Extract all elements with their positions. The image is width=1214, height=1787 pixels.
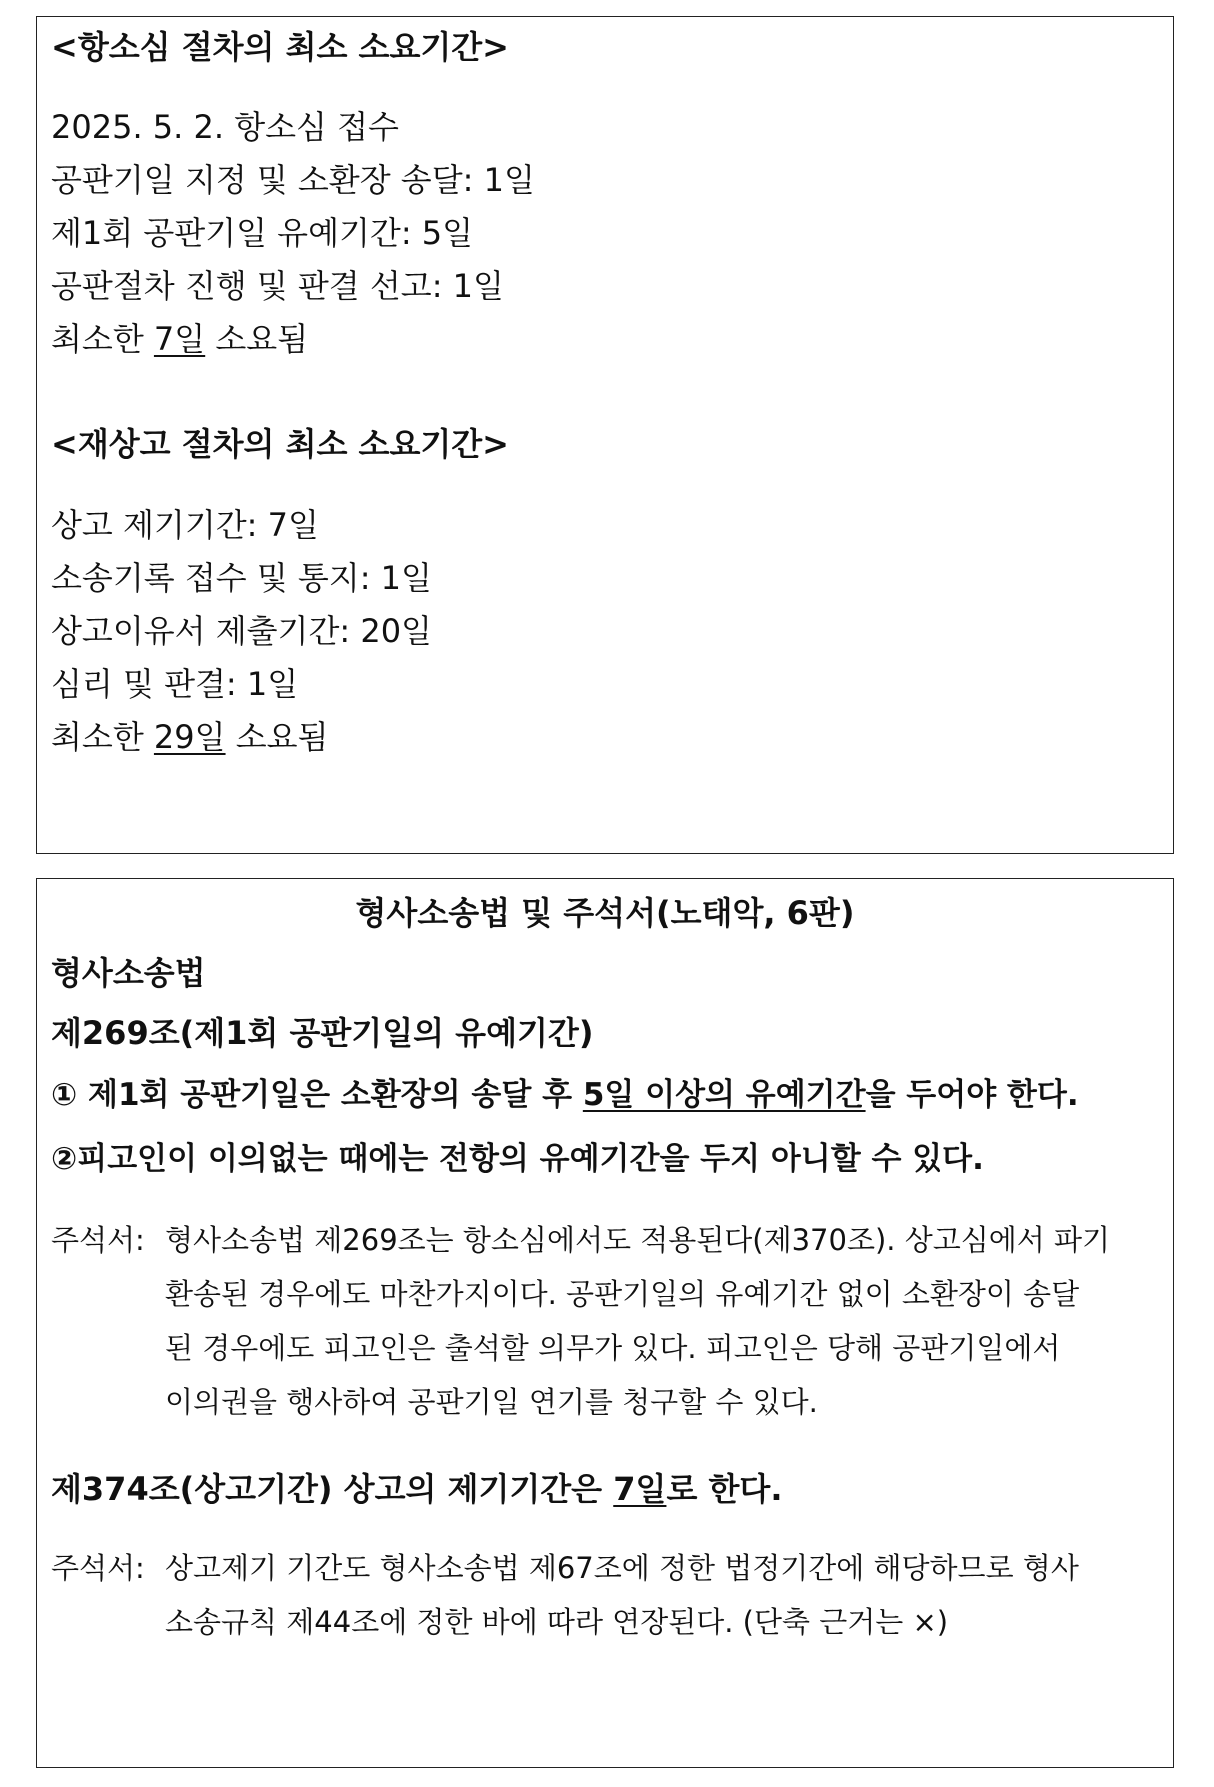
commentary-1-label: 주석서: bbox=[51, 1223, 145, 1257]
appeal-heading: <항소심 절차의 최소 소요기간> bbox=[51, 28, 509, 66]
reappeal-total-value: 29일 bbox=[153, 718, 226, 756]
reappeal-heading: <재상고 절차의 최소 소요기간> bbox=[51, 425, 509, 463]
appeal-line: 2025. 5. 2. 항소심 접수 bbox=[51, 108, 399, 146]
law-title: 형사소송법 및 주석서(노태악, 6판) bbox=[355, 894, 855, 932]
appeal-line: 제1회 공판기일 유예기간: 5일 bbox=[51, 214, 474, 252]
appeal-total bbox=[51, 319, 1159, 359]
commentary-1-line: 환송된 경우에도 마찬가지이다. 공판기일의 유예기간 없이 소환장이 송달 bbox=[165, 1277, 1080, 1311]
article-374 bbox=[51, 1469, 1159, 1509]
law-excerpt-box bbox=[36, 878, 1174, 1768]
reappeal-total-suffix: 소요됨 bbox=[225, 718, 329, 756]
reappeal-total bbox=[51, 717, 1159, 757]
reappeal-line: 상고 제기기간: 7일 bbox=[51, 506, 319, 544]
article-269-p1-suffix: 을 두어야 한다. bbox=[865, 1077, 1079, 1113]
reappeal-total-prefix: 최소한 bbox=[51, 718, 154, 756]
appeal-total-suffix: 소요됨 bbox=[205, 320, 309, 358]
appeal-total-prefix: 최소한 bbox=[51, 320, 154, 358]
article-269-p1-prefix: ① 제1회 공판기일은 소환장의 송달 후 bbox=[51, 1077, 583, 1113]
commentary-1-line: 된 경우에도 피고인은 출석할 의무가 있다. 피고인은 당해 공판기일에서 bbox=[165, 1331, 1061, 1365]
reappeal-line: 심리 및 판결: 1일 bbox=[51, 665, 299, 703]
appeal-line: 공판절차 진행 및 판결 선고: 1일 bbox=[51, 267, 504, 305]
commentary-2-label: 주석서: bbox=[51, 1551, 145, 1585]
appeal-line: 공판기일 지정 및 소환장 송달: 1일 bbox=[51, 161, 535, 199]
commentary-1-line: 이의권을 행사하여 공판기일 연기를 청구할 수 있다. bbox=[165, 1385, 818, 1419]
appeal-period-box bbox=[36, 16, 1174, 854]
reappeal-line: 소송기록 접수 및 통지: 1일 bbox=[51, 559, 432, 597]
article-374-prefix: 제374조(상고기간) 상고의 제기기간은 bbox=[51, 1470, 614, 1508]
article-374-suffix: 로 한다. bbox=[666, 1470, 783, 1508]
article-374-underline: 7일 bbox=[613, 1470, 667, 1508]
commentary-1-line: 형사소송법 제269조는 항소심에서도 적용된다(제370조). 상고심에서 파기 bbox=[165, 1223, 1111, 1257]
article-269-paragraph-2: ②피고인이 이의없는 때에는 전항의 유예기간을 두지 아니할 수 있다. bbox=[51, 1141, 984, 1177]
appeal-total-value: 7일 bbox=[153, 320, 206, 358]
act-name: 형사소송법 bbox=[51, 954, 206, 992]
reappeal-line: 상고이유서 제출기간: 20일 bbox=[51, 612, 432, 650]
article-269-paragraph-1 bbox=[51, 1075, 1159, 1115]
article-269-title: 제269조(제1회 공판기일의 유예기간) bbox=[51, 1014, 594, 1052]
article-269-p1-underline: 5일 이상의 유예기간 bbox=[582, 1077, 866, 1113]
commentary-2-line: 소송규칙 제44조에 정한 바에 따라 연장된다. (단축 근거는 ×) bbox=[165, 1605, 949, 1639]
commentary-2-line: 상고제기 기간도 형사소송법 제67조에 정한 법정기간에 해당하므로 형사 bbox=[165, 1551, 1079, 1585]
